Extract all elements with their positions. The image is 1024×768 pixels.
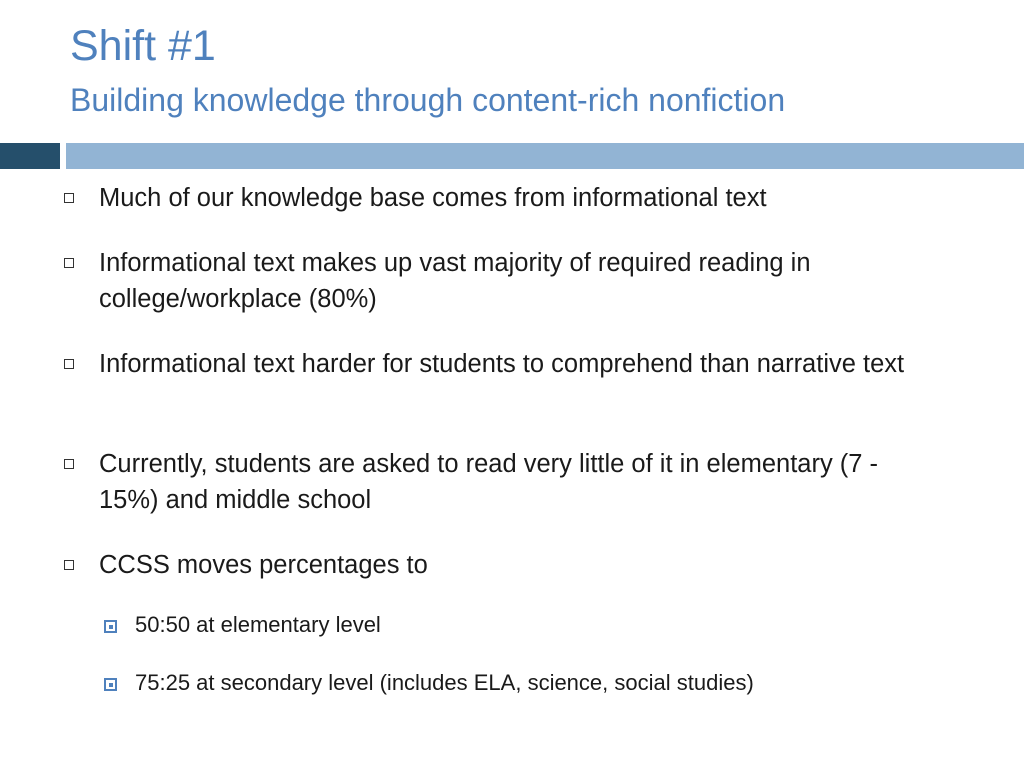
bullet-text: Much of our knowledge base comes from informational text	[99, 184, 767, 212]
bullet-text: Informational text harder for students to comprehend than narrative text	[99, 350, 905, 378]
slide-subheading: Building knowledge through content-rich nonfiction	[70, 82, 786, 118]
sub-bullet-item	[104, 609, 964, 641]
square-bullet-icon	[64, 459, 74, 469]
sub-bullet-text: 75:25 at secondary level (includes ELA, science, social studies)	[135, 670, 754, 695]
bullet-text: Currently, students are asked to read very little of it in elementary (7 - 15%) and middle school	[99, 450, 879, 514]
bullet-item	[64, 346, 924, 382]
square-bullet-icon	[64, 560, 74, 570]
square-bullet-icon	[64, 258, 74, 268]
bullet-item	[64, 446, 924, 518]
sub-bullet-text: 50:50 at elementary level	[135, 612, 381, 637]
filled-square-bullet-icon	[104, 678, 117, 691]
slide-heading: Shift #1	[70, 22, 216, 70]
bullet-item	[64, 180, 924, 216]
sub-bullet-item	[104, 667, 964, 699]
bullet-text: CCSS moves percentages to	[99, 551, 428, 579]
square-bullet-icon	[64, 359, 74, 369]
bullet-item	[64, 245, 924, 317]
bullet-text: Informational text makes up vast majority of required reading in college/workplace (80%)	[99, 249, 811, 313]
bullet-item	[64, 547, 924, 583]
filled-square-bullet-icon	[104, 620, 117, 633]
square-bullet-icon	[64, 193, 74, 203]
